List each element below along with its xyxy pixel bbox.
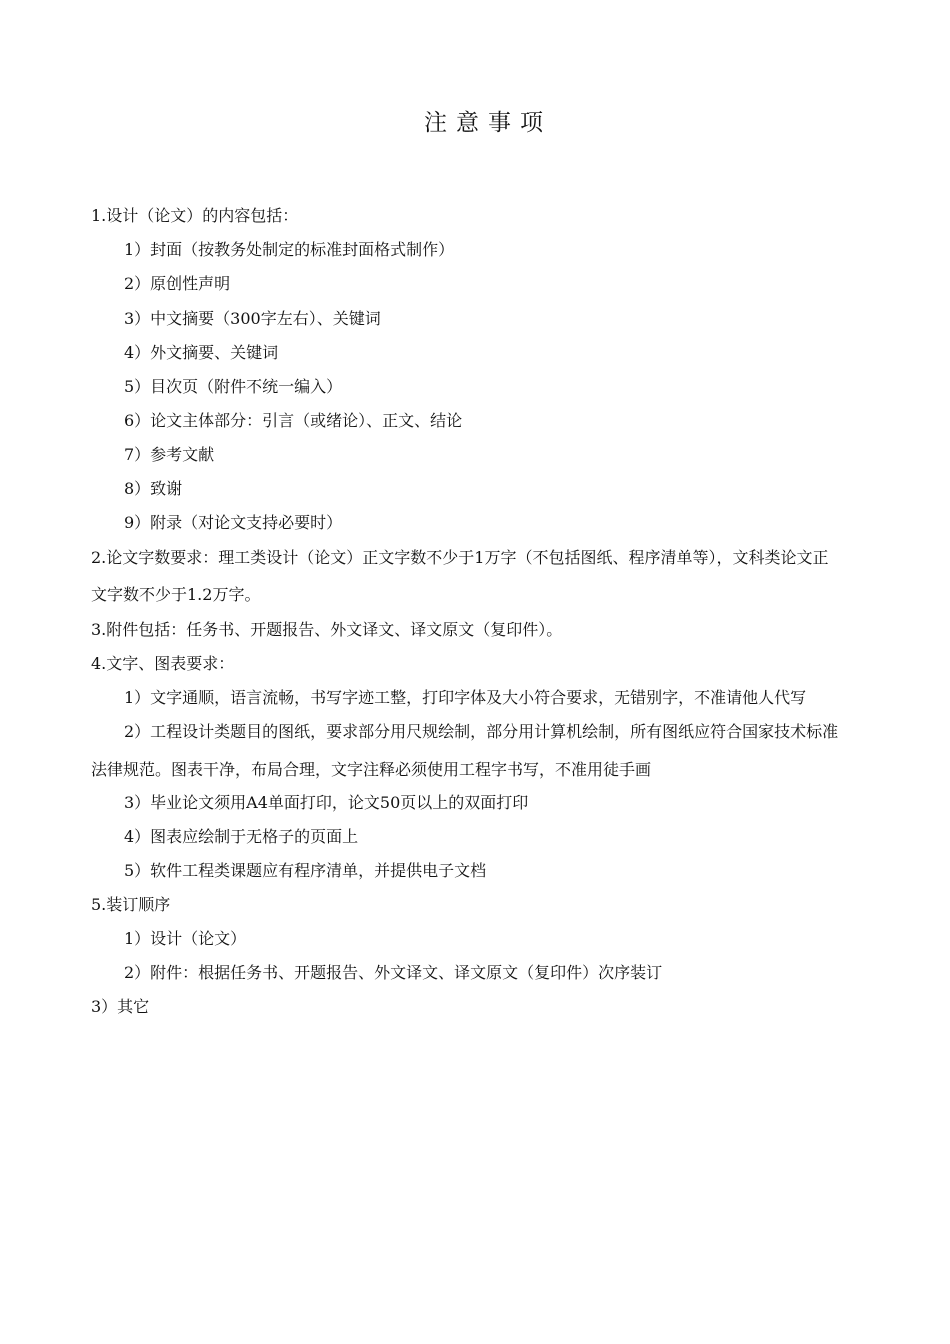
section-heading-contents: 1.设计（论文）的内容包括： xyxy=(91,206,299,225)
list-item: 2）附件：根据任务书、开题报告、外文译文、译文原文（复印件）次序装订 xyxy=(124,963,663,982)
list-item: 5）目次页（附件不统一编入） xyxy=(124,377,343,396)
list-item: 9）附录（对论文支持必要时） xyxy=(124,513,343,532)
list-item: 1）文字通顺，语言流畅，书写字迹工整，打印字体及大小符合要求，无错别字，不准请他人代写 xyxy=(124,688,807,707)
list-item: 1）设计（论文） xyxy=(124,929,247,948)
list-item: 1）封面（按教务处制定的标准封面格式制作） xyxy=(124,240,455,259)
list-item: 3）其它 xyxy=(91,997,150,1016)
page-title: 注意事项 xyxy=(424,110,552,136)
list-item: 5）软件工程类课题应有程序清单，并提供电子文档 xyxy=(124,861,487,880)
section-heading-text-figures: 4.文字、图表要求： xyxy=(91,654,235,673)
list-item: 7）参考文献 xyxy=(124,445,215,464)
list-item: 3）中文摘要（300字左右）、关键词 xyxy=(124,309,381,328)
list-item: 2）原创性声明 xyxy=(124,274,231,293)
section-heading-word-count: 2.论文字数要求：理工类设计（论文）正文字数不少于1万字（不包括图纸、程序清单等），文科类论文正 xyxy=(91,548,829,567)
list-item: 4）外文摘要、关键词 xyxy=(124,343,279,362)
list-item: 2）工程设计类题目的图纸，要求部分用尺规绘制，部分用计算机绘制，所有图纸应符合国家技术标准 xyxy=(124,722,839,741)
list-item: 8）致谢 xyxy=(124,479,183,498)
section-heading-attachments: 3.附件包括：任务书、开题报告、外文译文、译文原文（复印件）。 xyxy=(91,620,563,639)
list-item: 4）图表应绘制于无格子的页面上 xyxy=(124,827,359,846)
paragraph-continuation: 法律规范。图表干净，布局合理，文字注释必须使用工程字书写，不准用徒手画 xyxy=(91,760,652,779)
section-heading-binding-order: 5.装订顺序 xyxy=(91,895,171,914)
list-item: 3）毕业论文须用A4单面打印，论文50页以上的双面打印 xyxy=(124,793,529,812)
paragraph-continuation: 文字数不少于1.2万字。 xyxy=(91,585,261,604)
list-item: 6）论文主体部分：引言（或绪论）、正文、结论 xyxy=(124,411,463,430)
